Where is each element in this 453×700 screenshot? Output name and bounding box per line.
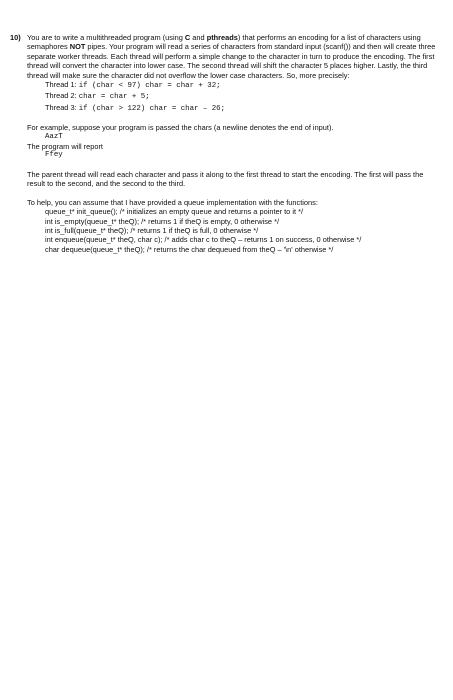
report-label: The program will report [27, 142, 103, 152]
question-10 [10, 33, 442, 254]
function-dequeue: char dequeue(queue_t* theQ); /* returns the char dequeued from theQ – '\n' otherwise */ [45, 244, 334, 254]
function-enqueue: int enqueue(queue_t* theQ, char c); /* adds char c to theQ – returns 1 on success, 0 otherwise */ [45, 235, 362, 245]
thread-2-label: Thread 2: [45, 91, 79, 101]
intro-bold-c: C [184, 33, 191, 42]
intro-bold-not: NOT [69, 42, 86, 52]
intro-text-3: ) that performs an encoding for a list of characters using semaphores [27, 33, 421, 52]
thread-3-label: Thread 3: [45, 102, 79, 112]
example-input: AazT [45, 132, 63, 141]
function-init-queue: queue_t* init_queue(); /* initializes an empty queue and returns a pointer to it */ [45, 207, 304, 217]
thread-2-line [45, 91, 442, 102]
question-number: 10) [10, 33, 21, 42]
thread-2-code: char = char + 5; [78, 93, 150, 102]
thread-3-code: if (char > 122) char = char – 26; [78, 104, 226, 113]
intro-text-1: You are to write a multithreaded program (using [27, 33, 185, 42]
thread-3-line [45, 103, 442, 114]
function-is-full: int is_full(queue_t* theQ); /* returns 1 if theQ is full, 0 otherwise */ [45, 225, 259, 235]
function-list [27, 207, 442, 254]
intro-paragraph [27, 33, 442, 80]
thread-1-label: Thread 1: [45, 80, 79, 90]
example-intro: For example, suppose your program is passed the chars (a newline denotes the end of input). [27, 123, 334, 133]
intro-bold-pthreads: pthreads [206, 33, 238, 42]
example-output: Ffey [45, 151, 63, 160]
thread-list [27, 80, 442, 114]
function-is-empty: int is_empty(queue_t* theQ); /* returns 1 if theQ is empty, 0 otherwise */ [45, 216, 280, 226]
thread-1-code: if (char < 97) char = char + 32; [78, 82, 221, 91]
intro-text-4: pipes. Your program will read a series of characters from standard input (scanf()) and then will create three separate worker threads. Each thread will perform a simple change to the character in turn to produce the encoding. The first thread will convert the character into lower case. The second thread will shift the character 5 places higher. Lastly, the third thread will make sure the character did not overflow the lower case characters. So, more precisely: [27, 42, 436, 80]
help-intro: To help, you can assume that I have provided a queue implementation with the functions: [27, 197, 318, 207]
parent-thread-paragraph: The parent thread will read each character and pass it along to the first thread to start the encoding. The first will pass the result to the second, and the second to the third. [27, 169, 424, 189]
intro-text-2: and [190, 33, 207, 42]
question-body [27, 33, 442, 254]
thread-1-line [45, 80, 442, 91]
